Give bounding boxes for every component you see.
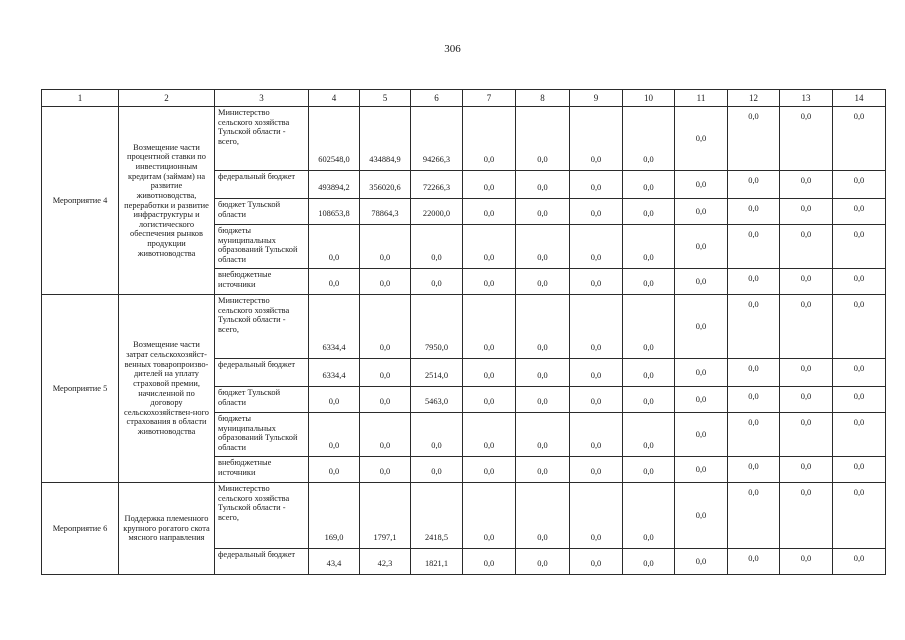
value-cell: 0,0 (623, 413, 675, 457)
value-cell: 0,0 (309, 387, 360, 413)
value-cell: 0,0 (516, 413, 570, 457)
header-cell: 5 (360, 90, 411, 107)
value-cell: 0,0 (728, 483, 780, 549)
value-cell: 2418,5 (411, 483, 463, 549)
value-cell: 0,0 (833, 549, 886, 575)
value-cell: 0,0 (360, 295, 411, 359)
value-cell: 0,0 (623, 269, 675, 295)
value-cell: 0,0 (728, 269, 780, 295)
value-cell: 0,0 (728, 359, 780, 387)
value-cell: 0,0 (411, 413, 463, 457)
value-cell: 0,0 (570, 413, 623, 457)
budget-table (41, 89, 886, 575)
value-cell: 0,0 (623, 225, 675, 269)
value-cell: 0,0 (623, 171, 675, 199)
funding-source: бюджет Тульской области (215, 199, 309, 225)
value-cell: 0,0 (570, 549, 623, 575)
value-cell: 169,0 (309, 483, 360, 549)
value-cell: 0,0 (780, 483, 833, 549)
value-cell: 0,0 (833, 269, 886, 295)
value-cell: 0,0 (570, 171, 623, 199)
value-cell: 0,0 (463, 413, 516, 457)
value-cell: 0,0 (516, 295, 570, 359)
value-cell: 0,0 (675, 359, 728, 387)
value-cell: 0,0 (728, 457, 780, 483)
value-cell: 0,0 (463, 199, 516, 225)
value-cell: 0,0 (623, 387, 675, 413)
value-cell: 0,0 (570, 107, 623, 171)
event-description: Возмещение части процентной ставки по инвестиционным кредитам (займам) на развитие животноводства, переработки и развитие инфраструктуры и логистического обеспечения рынков продукции животноводства (119, 107, 215, 295)
value-cell: 42,3 (360, 549, 411, 575)
header-cell: 12 (728, 90, 780, 107)
value-cell: 0,0 (675, 171, 728, 199)
value-cell: 0,0 (411, 225, 463, 269)
header-cell: 8 (516, 90, 570, 107)
header-cell: 10 (623, 90, 675, 107)
value-cell: 0,0 (675, 483, 728, 549)
value-cell: 0,0 (623, 295, 675, 359)
value-cell: 0,0 (463, 269, 516, 295)
header-cell: 4 (309, 90, 360, 107)
value-cell: 0,0 (463, 483, 516, 549)
header-cell: 11 (675, 90, 728, 107)
value-cell: 0,0 (780, 549, 833, 575)
value-cell: 0,0 (516, 483, 570, 549)
header-cell: 6 (411, 90, 463, 107)
value-cell: 2514,0 (411, 359, 463, 387)
value-cell: 0,0 (675, 295, 728, 359)
value-cell: 0,0 (623, 549, 675, 575)
value-cell: 0,0 (623, 107, 675, 171)
funding-source: федеральный бюджет (215, 359, 309, 387)
value-cell: 0,0 (463, 457, 516, 483)
page-number: 306 (444, 43, 461, 55)
value-cell: 0,0 (623, 359, 675, 387)
value-cell: 0,0 (780, 387, 833, 413)
table-row (42, 107, 886, 171)
value-cell: 0,0 (675, 457, 728, 483)
value-cell: 6334,4 (309, 359, 360, 387)
funding-source: бюджеты муниципальных образований Тульской области (215, 225, 309, 269)
value-cell: 0,0 (780, 225, 833, 269)
value-cell: 0,0 (570, 225, 623, 269)
value-cell: 0,0 (360, 225, 411, 269)
value-cell: 0,0 (360, 413, 411, 457)
value-cell: 602548,0 (309, 107, 360, 171)
value-cell: 0,0 (463, 295, 516, 359)
funding-source: внебюджетные источники (215, 269, 309, 295)
value-cell: 0,0 (780, 171, 833, 199)
header-cell: 3 (215, 90, 309, 107)
value-cell: 0,0 (623, 483, 675, 549)
funding-source: внебюджетные источники (215, 457, 309, 483)
value-cell: 0,0 (675, 199, 728, 225)
event-name: Мероприятие 4 (42, 107, 119, 295)
value-cell: 0,0 (463, 549, 516, 575)
value-cell: 0,0 (780, 359, 833, 387)
value-cell: 0,0 (516, 549, 570, 575)
funding-source: Министерство сельского хозяйства Тульской области - всего, (215, 483, 309, 549)
value-cell: 78864,3 (360, 199, 411, 225)
value-cell: 0,0 (463, 107, 516, 171)
value-cell: 0,0 (728, 225, 780, 269)
value-cell: 0,0 (623, 457, 675, 483)
value-cell: 0,0 (780, 269, 833, 295)
value-cell: 0,0 (570, 199, 623, 225)
value-cell: 0,0 (570, 359, 623, 387)
value-cell: 0,0 (728, 199, 780, 225)
header-cell: 14 (833, 90, 886, 107)
value-cell: 0,0 (675, 269, 728, 295)
value-cell: 0,0 (780, 295, 833, 359)
value-cell: 0,0 (570, 483, 623, 549)
value-cell: 0,0 (516, 387, 570, 413)
value-cell: 0,0 (570, 457, 623, 483)
header-cell: 7 (463, 90, 516, 107)
value-cell: 43,4 (309, 549, 360, 575)
value-cell: 0,0 (360, 269, 411, 295)
value-cell: 0,0 (728, 171, 780, 199)
value-cell: 0,0 (516, 199, 570, 225)
value-cell: 0,0 (833, 483, 886, 549)
value-cell: 0,0 (463, 225, 516, 269)
value-cell: 0,0 (516, 359, 570, 387)
value-cell: 0,0 (675, 549, 728, 575)
value-cell: 0,0 (833, 413, 886, 457)
value-cell: 0,0 (516, 107, 570, 171)
value-cell: 0,0 (623, 199, 675, 225)
value-cell: 0,0 (570, 269, 623, 295)
value-cell: 356020,6 (360, 171, 411, 199)
value-cell: 0,0 (570, 295, 623, 359)
value-cell: 0,0 (675, 413, 728, 457)
value-cell: 0,0 (463, 359, 516, 387)
value-cell: 0,0 (728, 549, 780, 575)
value-cell: 0,0 (780, 199, 833, 225)
value-cell: 0,0 (360, 359, 411, 387)
value-cell: 0,0 (833, 225, 886, 269)
value-cell: 1797,1 (360, 483, 411, 549)
value-cell: 0,0 (833, 387, 886, 413)
table-row (42, 483, 886, 549)
value-cell: 0,0 (675, 225, 728, 269)
event-name: Мероприятие 5 (42, 295, 119, 483)
value-cell: 434884,9 (360, 107, 411, 171)
value-cell: 0,0 (833, 199, 886, 225)
value-cell: 108653,8 (309, 199, 360, 225)
value-cell: 0,0 (780, 457, 833, 483)
value-cell: 0,0 (780, 107, 833, 171)
value-cell: 0,0 (728, 295, 780, 359)
header-cell: 13 (780, 90, 833, 107)
value-cell: 0,0 (833, 295, 886, 359)
event-description: Возмещение части затрат сельскохозяйст-венных товаропроизво-дителей на уплату страховой премии, начисленной по договору сельскохозяйствен-ного страхования в области животноводства (119, 295, 215, 483)
value-cell: 0,0 (516, 225, 570, 269)
value-cell: 72266,3 (411, 171, 463, 199)
value-cell: 0,0 (728, 107, 780, 171)
value-cell: 0,0 (675, 387, 728, 413)
value-cell: 0,0 (360, 387, 411, 413)
funding-source: бюджет Тульской области (215, 387, 309, 413)
funding-source: федеральный бюджет (215, 171, 309, 199)
value-cell: 0,0 (411, 457, 463, 483)
value-cell: 1821,1 (411, 549, 463, 575)
value-cell: 0,0 (833, 171, 886, 199)
value-cell: 0,0 (833, 107, 886, 171)
value-cell: 0,0 (833, 457, 886, 483)
header-row (42, 90, 886, 107)
value-cell: 22000,0 (411, 199, 463, 225)
value-cell: 0,0 (360, 457, 411, 483)
value-cell: 0,0 (516, 269, 570, 295)
value-cell: 0,0 (728, 413, 780, 457)
funding-source: федеральный бюджет (215, 549, 309, 575)
header-cell: 1 (42, 90, 119, 107)
value-cell: 0,0 (309, 413, 360, 457)
value-cell: 493894,2 (309, 171, 360, 199)
value-cell: 0,0 (463, 171, 516, 199)
header-cell: 9 (570, 90, 623, 107)
value-cell: 0,0 (309, 269, 360, 295)
funding-source: бюджеты муниципальных образований Тульской области (215, 413, 309, 457)
value-cell: 0,0 (516, 171, 570, 199)
value-cell: 0,0 (516, 457, 570, 483)
event-description: Поддержка племенного крупного рогатого скота мясного направления (119, 483, 215, 575)
value-cell: 0,0 (780, 413, 833, 457)
value-cell: 0,0 (411, 269, 463, 295)
value-cell: 0,0 (463, 387, 516, 413)
value-cell: 0,0 (675, 107, 728, 171)
value-cell: 0,0 (833, 359, 886, 387)
value-cell: 6334,4 (309, 295, 360, 359)
value-cell: 0,0 (728, 387, 780, 413)
value-cell: 94266,3 (411, 107, 463, 171)
table-row (42, 295, 886, 359)
header-cell: 2 (119, 90, 215, 107)
value-cell: 0,0 (309, 457, 360, 483)
value-cell: 5463,0 (411, 387, 463, 413)
value-cell: 7950,0 (411, 295, 463, 359)
value-cell: 0,0 (570, 387, 623, 413)
event-name: Мероприятие 6 (42, 483, 119, 575)
funding-source: Министерство сельского хозяйства Тульской области - всего, (215, 295, 309, 359)
funding-source: Министерство сельского хозяйства Тульской области - всего, (215, 107, 309, 171)
value-cell: 0,0 (309, 225, 360, 269)
